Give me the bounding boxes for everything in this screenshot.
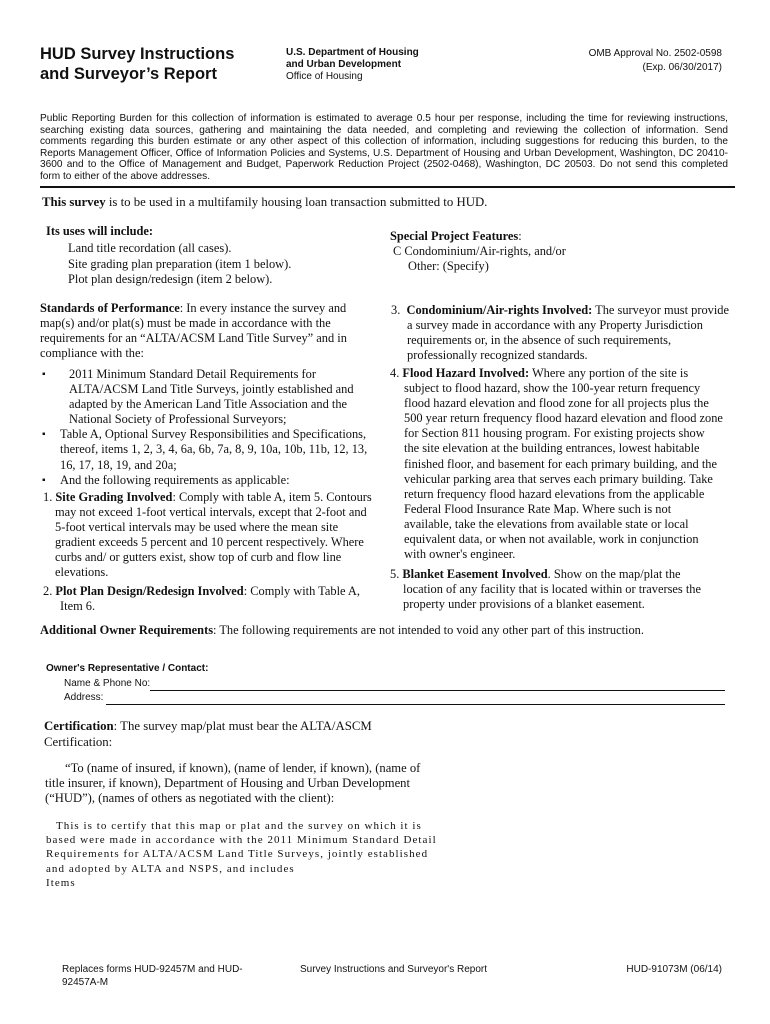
text-line: Table A, Optional Survey Responsibilities and Specifications,: [60, 427, 367, 442]
intro-bold: This survey: [42, 195, 106, 209]
text-line: adapted by the American Land Title Association and the: [69, 397, 348, 412]
text-line: Public Reporting Burden for this collection of information is estimated to average 0.5 hour per response, including the time for reviewing instructions,: [40, 113, 728, 124]
item-number: 1.: [43, 490, 53, 504]
text-line: 5-foot vertical intervals may be used where the mean site: [55, 520, 339, 535]
text-line: requirements or, in the absence of such requirements,: [407, 333, 672, 348]
text: : Comply with Table A,: [243, 584, 360, 598]
bullet-item: [40, 427, 367, 472]
intro-text: [42, 195, 487, 210]
text-line: Federal Flood Insurance Rate Map. Where such is not: [404, 501, 672, 516]
name-phone-field[interactable]: [150, 677, 725, 691]
colon: :: [518, 229, 522, 243]
item-heading: Condominium/Air-rights Involved:: [406, 303, 593, 317]
agency-line: U.S. Department of Housing: [286, 47, 419, 58]
additional-heading: Additional Owner Requirements: [40, 623, 214, 637]
text-line: a survey made in accordance with any Property Jurisdiction: [407, 318, 703, 333]
text-line: title insurer, if known), Department of Housing and Urban Development: [45, 776, 410, 791]
use-item: Land title recordation (all cases).: [68, 241, 232, 256]
uses-heading: Its uses will include:: [46, 224, 154, 238]
bullet-item: [40, 367, 367, 427]
certification-section: [44, 718, 372, 750]
name-phone-label: Name & Phone No:: [64, 678, 151, 689]
text-line: property under provisions of a blanket easement.: [403, 597, 645, 612]
certification-heading: Certification: [44, 719, 114, 733]
uses-section: [46, 224, 291, 288]
special-item-condominium: C Condominium/Air-rights, and/or: [393, 244, 566, 259]
title-line: HUD Survey Instructions: [40, 45, 235, 63]
text-line: searching existing data sources, gathering and maintaining the data needed, and completing and reviewing the collection of information. Send: [40, 124, 728, 136]
item-text: [43, 599, 360, 614]
bullet-icon: ▪: [42, 474, 46, 486]
text-line: subject to flood hazard, show the 100-year return frequency: [404, 381, 701, 396]
text-line: Item 6.: [60, 599, 96, 614]
text: [44, 734, 372, 750]
item-number: 4.: [390, 366, 400, 380]
certification-quote: [45, 761, 420, 806]
text-line: 16, 17, 18, 19, and 20a;: [60, 457, 177, 472]
text-line: Requirements for ALTA/ACSM Land Title Surveys, jointly established: [46, 848, 429, 861]
text-line: location of any facility that is located within or traverses the: [403, 582, 701, 597]
item-text: [43, 505, 372, 580]
text-line: This is to certify that this map or plat and the survey on which it is: [56, 820, 422, 832]
item-site-grading: [43, 490, 372, 581]
special-heading: Special Project Features: [390, 229, 519, 243]
item-number: 3.: [391, 303, 401, 317]
text-line: return frequency flood hazard elevations from the applicable: [404, 486, 705, 501]
text-line: for Section 811 housing program. For existing projects show: [404, 426, 705, 441]
text: Where any portion of the site is: [529, 366, 689, 380]
text-line: flood hazard elevation and flood zone for all projects plus the: [404, 396, 709, 411]
text-line: “To (name of insured, if known), (name of lender, if known), (name of: [65, 761, 421, 775]
item-text: [390, 381, 723, 562]
item-blanket-easement: [390, 567, 701, 612]
bullet-text: [60, 427, 367, 472]
text-line: requirements for an “ALTA/ACSM Land Title Survey” and in: [40, 331, 347, 346]
text-line: gradient exceeds 5 percent and 10 percent respectively. Where: [55, 535, 364, 550]
quote-text: [45, 761, 420, 806]
text-line: 3600 and to the Office of Management and Budget, Paperwork Reduction Project (2502-0468), Washington, DC 20503. Do not send this completed: [40, 159, 728, 170]
standards-section: [40, 301, 347, 361]
footer-replaces: [62, 963, 243, 989]
use-item: Site grading plan preparation (item 1 below).: [68, 256, 292, 271]
footer-text: 92457A-M: [62, 977, 109, 988]
bullet-text: [69, 367, 367, 427]
text-line: the site elevation at the building entrances, lowest habitable: [404, 441, 700, 456]
item-number: 2.: [43, 584, 53, 598]
text-line: compliance with the:: [40, 346, 144, 361]
bullet-icon: ▪: [42, 429, 46, 441]
text-line: form to either of the above addresses.: [40, 170, 211, 182]
omb-expiration: (Exp. 06/30/2017): [642, 62, 722, 73]
text-line: vehicular parking area that serves each primary building. Take: [404, 471, 713, 486]
omb-approval: OMB Approval No. 2502-0598: [588, 48, 722, 59]
address-label: Address:: [64, 692, 104, 703]
footer-form-number: HUD-91073M (06/14): [626, 964, 722, 975]
bullet-icon: ▪: [42, 369, 46, 380]
owner-contact-heading: Owner's Representative / Contact:: [46, 663, 209, 674]
agency-line: and Urban Development: [286, 59, 402, 70]
certification-statement: [46, 819, 437, 890]
text-line: comments regarding this burden estimate or any other aspect of this collection of information, including suggestions for reducing this burden, to the: [40, 136, 728, 147]
item-flood-hazard: [390, 366, 723, 562]
text-line: Items: [46, 876, 76, 889]
special-features: [390, 229, 566, 274]
item-heading: Plot Plan Design/Redesign Involved: [55, 584, 244, 598]
certify-text: [46, 819, 437, 890]
text-line: ALTA/ACSM Land Title Surveys, jointly established and: [69, 382, 354, 397]
item-number: 5.: [390, 567, 400, 581]
text: : Comply with table A, item 5. Contours: [172, 490, 372, 504]
text: : The following requirements are not intended to void any other part of this instruction.: [213, 623, 644, 637]
address-field[interactable]: [106, 691, 725, 705]
text-line: available, take the elevations from available state or local: [404, 516, 689, 531]
footer-text: Replaces forms HUD-92457M and HUD-: [62, 964, 243, 975]
item-heading: Site Grading Involved: [55, 490, 173, 504]
item-text: [390, 582, 701, 612]
text-line: curbs and/ or gutters exist, show top of curb and flow line: [55, 550, 342, 565]
omb-block: [589, 47, 722, 75]
bullet-list: [40, 367, 367, 488]
burden-statement: [40, 113, 728, 182]
item-text: [391, 318, 729, 363]
additional-requirements: [40, 623, 644, 638]
text-line: and adopted by ALTA and NSPS, and includes: [46, 862, 295, 875]
item-heading: Flood Hazard Involved:: [402, 366, 530, 380]
text-line: Reports Management Officer, Office of Information Policies and Systems, U.S. Department of Housing and Urban Development, Washington, DC 20410-: [40, 147, 728, 159]
divider: [40, 186, 735, 188]
text-line: 2011 Minimum Standard Detail Requirements for: [69, 367, 316, 381]
special-item-other: Other: (Specify): [408, 259, 489, 274]
text: The surveyor must provide: [592, 303, 729, 317]
text-line: And the following requirements as applicable:: [60, 472, 290, 487]
intro-rest: is to be used in a multifamily housing loan transaction submitted to HUD.: [105, 195, 488, 209]
page-title: [40, 44, 234, 84]
text-line: map(s) and/or plat(s) must be made in accordance with the: [40, 316, 331, 331]
text-line: (“HUD”), (names of others as negotiated with the client):: [45, 791, 335, 806]
text-line: National Society of Professional Surveyors;: [69, 412, 287, 427]
bullet-text: [60, 473, 367, 488]
agency-office: Office of Housing: [286, 71, 363, 82]
item-plot-plan: [43, 584, 360, 614]
bullet-item: [40, 473, 367, 488]
text: . Show on the map/plat the: [547, 567, 681, 581]
use-item: Plot plan design/redesign (item 2 below).: [68, 272, 273, 287]
text-line: Certification:: [44, 735, 113, 749]
item-heading: Blanket Easement Involved: [402, 567, 548, 581]
text-line: equivalent data, or when not available, work in conjunction: [404, 532, 699, 547]
title-line: and Surveyor’s Report: [40, 65, 217, 83]
text: : The survey map/plat must bear the ALTA/ASCM: [113, 719, 372, 733]
standards-text: [40, 316, 347, 361]
text-line: based were made in accordance with the 2011 Minimum Standard Detail: [46, 834, 437, 847]
text: : In every instance the survey and: [179, 301, 347, 315]
agency-block: [286, 47, 419, 83]
text-line: professionally recognized standards.: [407, 348, 588, 363]
standards-heading: Standards of Performance: [40, 301, 180, 315]
text-line: 500 year return frequency flood hazard elevation and flood zone: [404, 411, 723, 426]
item-condominium: [391, 303, 729, 363]
text-line: finished floor, and basement for each primary building, and the: [404, 456, 717, 471]
text-line: elevations.: [55, 565, 109, 580]
text-line: with owner's engineer.: [404, 547, 516, 562]
text-line: thereof, items 1, 2, 3, 4, 6a, 6b, 7a, 8, 9, 10a, 10b, 11b, 12, 13,: [60, 442, 368, 457]
footer-title: Survey Instructions and Surveyor's Report: [300, 964, 487, 975]
text-line: may not exceed 1-foot vertical intervals, except that 2-foot and: [55, 505, 367, 520]
